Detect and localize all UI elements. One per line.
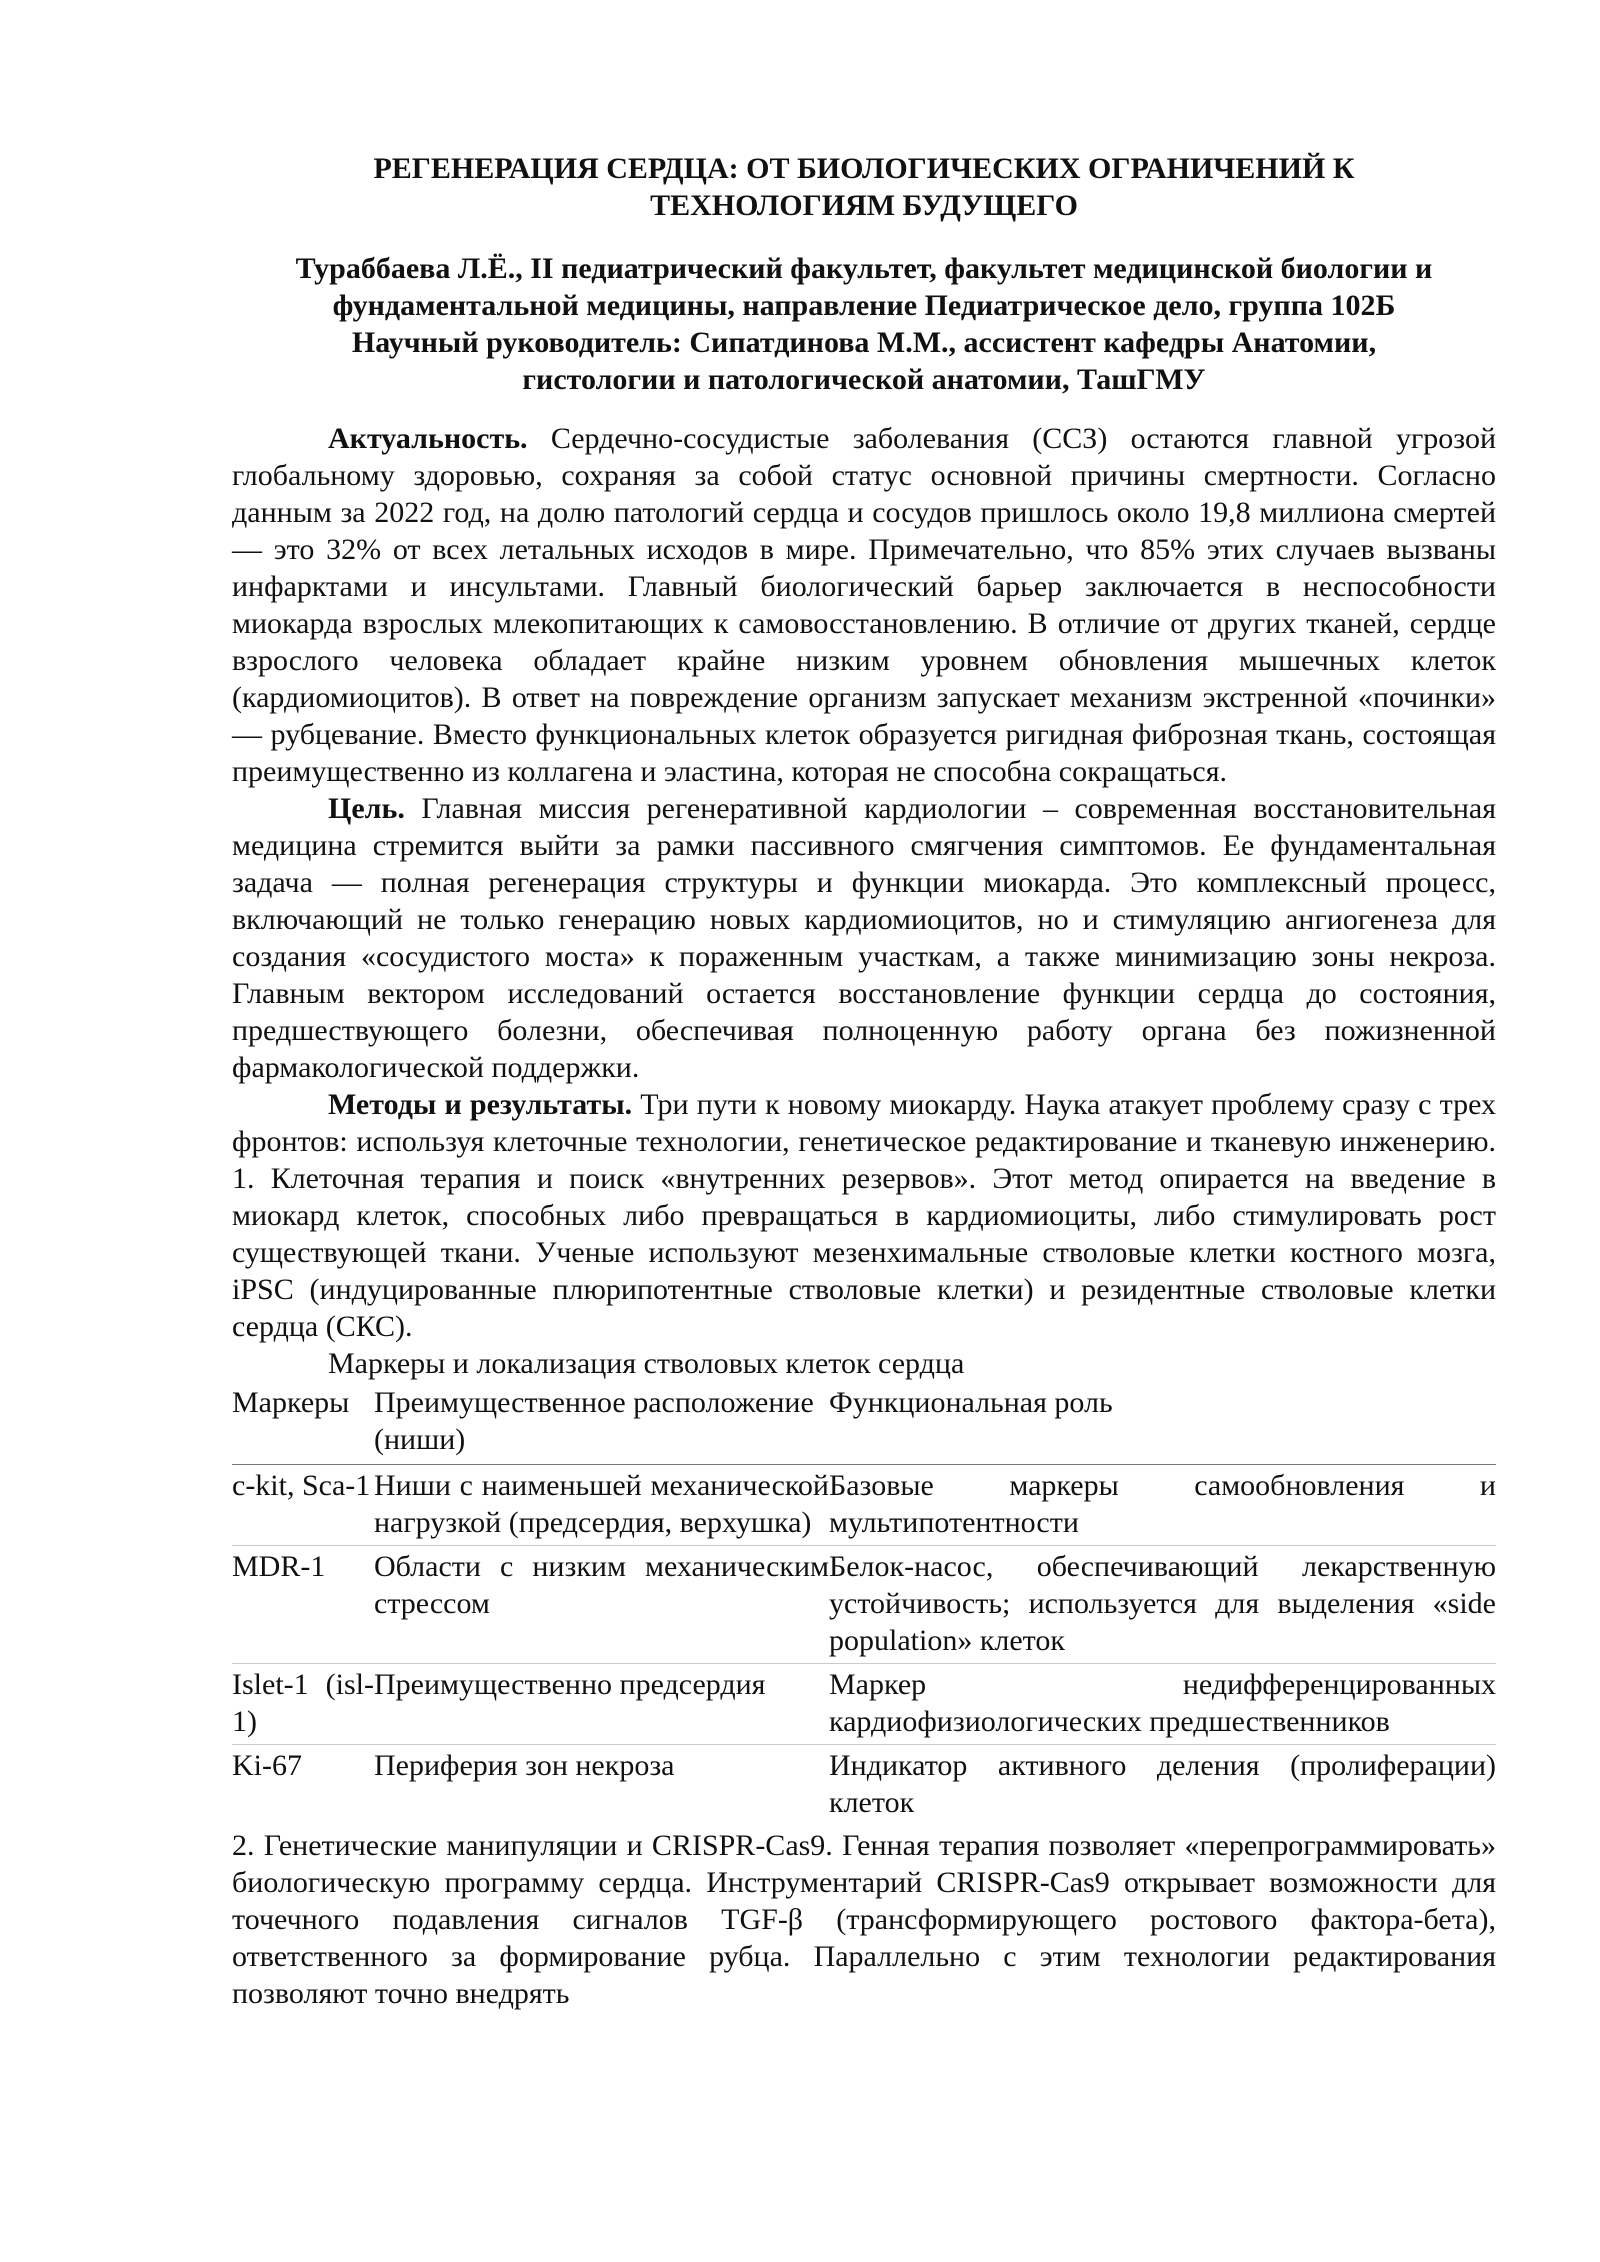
- supervisor-line: Научный руководитель: Сипатдинова М.М., ассистент кафедры Анатомии,: [351, 326, 1377, 359]
- table-row: [232, 1546, 1496, 1664]
- table-cell: Базовые маркеры самообновления и мультипотентности: [829, 1465, 1496, 1546]
- genetic-paragraph: 2. Генетические манипуляции и CRISPR-Cas9. Генная терапия позволяет «перепрограммировать» биологическую программу сердца. Инструментарий CRISPR-Cas9 открывает возможности для точечного подавления сигналов TGF-β (трансформирующего ростового фактора-бета), ответственного за формирование рубца. Параллельно с этим технологии редактирования позволяют точно внедрять: [232, 1829, 1496, 2010]
- methods-heading: Методы и результаты.: [328, 1088, 633, 1121]
- table-header-cell: Преимущественное расположение (ниши): [374, 1382, 829, 1465]
- table-row: [232, 1664, 1496, 1745]
- table-cell: Ki-67: [232, 1749, 302, 1782]
- supervisor-line: гистологии и патологической анатомии, ТашГМУ: [522, 363, 1206, 396]
- table-cell: c-kit, Sca-1: [232, 1465, 374, 1546]
- goal-paragraph: [232, 790, 1496, 1086]
- relevance-paragraph: [232, 420, 1496, 790]
- table-cell: Периферия зон некроза: [374, 1749, 675, 1782]
- table-cell: Маркер недифференцированных кардиофизиологических предшественников: [829, 1664, 1496, 1745]
- table-cell: Индикатор активного деления (пролиферации) клеток: [829, 1749, 1496, 1819]
- goal-heading: Цель.: [328, 792, 405, 825]
- authors-line: Тураббаева Л.Ё., II педиатрический факультет, факультет медицинской биологии и: [295, 252, 1433, 285]
- title-line: РЕГЕНЕРАЦИЯ СЕРДЦА: ОТ БИОЛОГИЧЕСКИХ ОГРАНИЧЕНИЙ К: [373, 152, 1355, 185]
- table-cell: Islet-1 (isl-1): [232, 1664, 374, 1745]
- table-row: [232, 1465, 1496, 1546]
- table-caption: Маркеры и локализация стволовых клеток сердца: [328, 1347, 965, 1380]
- table-cell: Белок-насос, обеспечивающий лекарственную устойчивость; используется для выделения «side population» клеток: [829, 1546, 1496, 1664]
- table-cell: MDR-1: [232, 1546, 374, 1664]
- authors-line: фундаментальной медицины, направление Педиатрическое дело, группа 102Б: [332, 289, 1396, 322]
- goal-text: Главная миссия регенеративной кардиологии – современная восстановительная медицина стремится выйти за рамки пассивного смягчения симптомов. Ее фундаментальная задача — полная регенерация структуры и функции миокарда. Это комплексный процесс, включающий не только генерацию новых кардиомиоцитов, но и стимуляцию ангиогенеза для создания «сосудистого моста» к пораженным участкам, а также минимизацию зоны некроза. Главным вектором исследований остается восстановление функции сердца до состояния, предшествующего болезни, обеспечивая полноценную работу органа без пожизненной фармакологической поддержки.: [232, 792, 1496, 1084]
- markers-table: [232, 1382, 1496, 1825]
- table-cell: Области с низким механическим стрессом: [374, 1546, 829, 1664]
- methods-text: Три пути к новому миокарду. Наука атакует проблему сразу с трех фронтов: используя клеточные технологии, генетическое редактирование и тканевую инженерию. 1. Клеточная терапия и поиск «внутренних резервов». Этот метод опирается на введение в миокард клеток, способных либо превращаться в кардиомиоциты, либо стимулировать рост существующей ткани. Ученые используют мезенхимальные стволовые клетки костного мозга, iPSC (индуцированные плюрипотентные стволовые клетки) и резидентные стволовые клетки сердца (СКС).: [232, 1088, 1496, 1343]
- table-cell: Преимущественно предсердия: [374, 1664, 829, 1745]
- table-header-cell: Маркеры: [232, 1382, 374, 1465]
- title-line: ТЕХНОЛОГИЯМ БУДУЩЕГО: [650, 189, 1078, 222]
- relevance-heading: Актуальность.: [328, 422, 528, 455]
- paper-title: [232, 150, 1496, 224]
- table-header-row: [232, 1382, 1496, 1465]
- table-header-cell: Функциональная роль: [829, 1382, 1496, 1465]
- table-row: [232, 1745, 1496, 1826]
- relevance-text: Сердечно-сосудистые заболевания (ССЗ) остаются главной угрозой глобальному здоровью, сохраняя за собой статус основной причины смертности. Согласно данным за 2022 год, на долю патологий сердца и сосудов пришлось около 19,8 миллиона смертей — это 32% от всех летальных исходов в мире. Примечательно, что 85% этих случаев вызваны инфарктами и инсультами. Главный биологический барьер заключается в неспособности миокарда взрослых млекопитающих к самовосстановлению. В отличие от других тканей, сердце взрослого человека обладает крайне низким уровнем обновления мышечных клеток (кардиомиоцитов). В ответ на повреждение организм запускает механизм экстренной «починки» — рубцевание. Вместо функциональных клеток образуется ригидная фиброзная ткань, состоящая преимущественно из коллагена и эластина, которая не способна сокращаться.: [232, 422, 1496, 788]
- methods-paragraph: [232, 1086, 1496, 1345]
- paper-page: [232, 150, 1496, 2012]
- table-cell: Ниши с наименьшей механической нагрузкой (предсердия, верхушка): [374, 1465, 829, 1546]
- authors-block: [232, 250, 1496, 398]
